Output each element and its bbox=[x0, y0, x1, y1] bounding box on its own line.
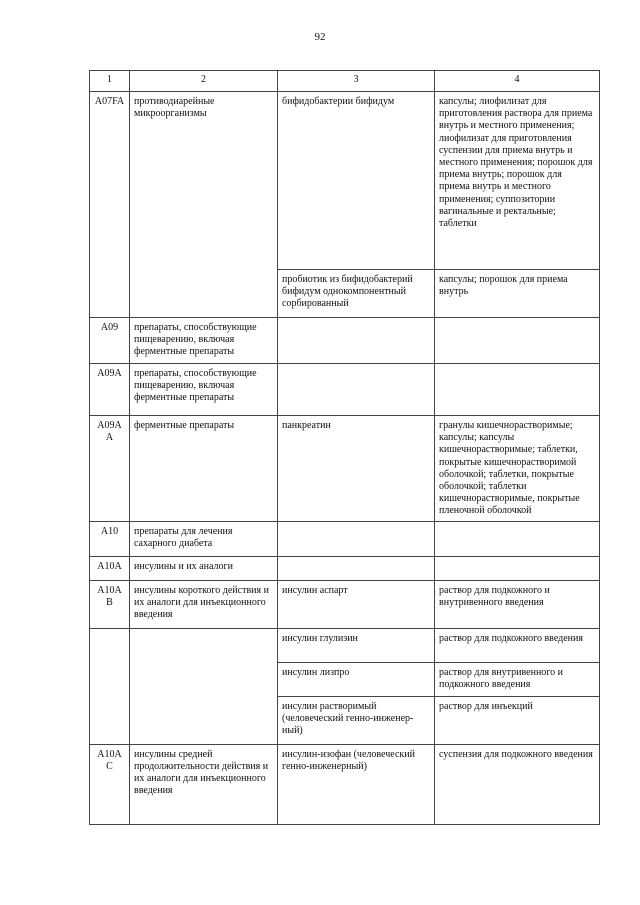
atc-code: A10 bbox=[90, 521, 130, 556]
atc-group: препараты, способствующие пищеварению, включая ферментные препараты bbox=[130, 364, 278, 416]
table-row bbox=[90, 744, 600, 824]
drug-name: инсулин глулизин bbox=[278, 628, 435, 662]
dosage-form bbox=[435, 556, 600, 580]
column-header-form: 4 bbox=[435, 71, 600, 92]
dosage-form: раствор для подкожного введения bbox=[435, 628, 600, 662]
drug-name bbox=[278, 556, 435, 580]
column-header-drug: 3 bbox=[278, 71, 435, 92]
column-header-group: 2 bbox=[130, 71, 278, 92]
drug-name: панкреатин bbox=[278, 416, 435, 522]
atc-code: A10AC bbox=[90, 744, 130, 824]
atc-group: препараты, способствующие пищеварению, включая ферментные препараты bbox=[130, 318, 278, 364]
atc-group: ферментные препараты bbox=[130, 416, 278, 522]
atc-code: A07FA bbox=[90, 92, 130, 318]
dosage-form: капсулы; лиофилизат для приготовления раствора для приема внутрь и местного применения; лиофилизат для приготовления суспензии для приема внутрь и местного применения; порошок для приема внутрь; порошок для приема внутрь и местного применения; суппозитории вагинальные и ректальные; таблетки bbox=[435, 92, 600, 270]
dosage-form: раствор для внутривенного и подкожного введения bbox=[435, 662, 600, 696]
drug-name bbox=[278, 364, 435, 416]
dosage-form bbox=[435, 318, 600, 364]
table-row bbox=[90, 364, 600, 416]
dosage-form: капсулы; порошок для приема внутрь bbox=[435, 270, 600, 318]
atc-code: A10A bbox=[90, 556, 130, 580]
drug-name: инсулин лизпро bbox=[278, 662, 435, 696]
atc-code: A09AA bbox=[90, 416, 130, 522]
table-row bbox=[90, 580, 600, 628]
dosage-form: раствор для инъекций bbox=[435, 696, 600, 744]
table-row bbox=[90, 628, 600, 662]
drug-name bbox=[278, 318, 435, 364]
drug-table bbox=[89, 70, 600, 825]
table-row bbox=[90, 318, 600, 364]
dosage-form bbox=[435, 521, 600, 556]
dosage-form: суспензия для подкожного введения bbox=[435, 744, 600, 824]
table-row bbox=[90, 416, 600, 522]
atc-group bbox=[130, 628, 278, 744]
drug-name: инсулин-изофан (человеческий генно-инженерный) bbox=[278, 744, 435, 824]
drug-name: инсулин аспарт bbox=[278, 580, 435, 628]
drug-name bbox=[278, 521, 435, 556]
atc-group: препараты для лечения сахарного диабета bbox=[130, 521, 278, 556]
atc-group: инсулины средней продолжительности действия и их аналоги для инъекционного введения bbox=[130, 744, 278, 824]
atc-group: инсулины короткого действия и их аналоги для инъекционного введения bbox=[130, 580, 278, 628]
atc-code: A09A bbox=[90, 364, 130, 416]
drug-name: бифидобактерии бифидум bbox=[278, 92, 435, 270]
dosage-form: гранулы кишечнорастворимые; капсулы; капсулы кишечнорастворимые; таблетки, покрытые кишечнорастворимой оболочкой; таблетки, покрытые оболочкой; таблетки кишечнорастворимые, покрытые пленочной оболочкой bbox=[435, 416, 600, 522]
atc-code bbox=[90, 628, 130, 744]
table-header-row bbox=[90, 71, 600, 92]
dosage-form bbox=[435, 364, 600, 416]
drug-name: пробиотик из бифидобактерий бифидум однокомпонентный сорбированный bbox=[278, 270, 435, 318]
dosage-form: раствор для подкожного и внутривенного введения bbox=[435, 580, 600, 628]
table-row bbox=[90, 556, 600, 580]
table-row bbox=[90, 92, 600, 270]
table-row bbox=[90, 521, 600, 556]
atc-code: A10AB bbox=[90, 580, 130, 628]
drug-name: инсулин растворимый (человеческий генно-инженер-ный) bbox=[278, 696, 435, 744]
atc-group: противодиарейные микроорганизмы bbox=[130, 92, 278, 318]
atc-code: A09 bbox=[90, 318, 130, 364]
page-number: 92 bbox=[314, 31, 326, 43]
column-header-code: 1 bbox=[90, 71, 130, 92]
atc-group: инсулины и их аналоги bbox=[130, 556, 278, 580]
